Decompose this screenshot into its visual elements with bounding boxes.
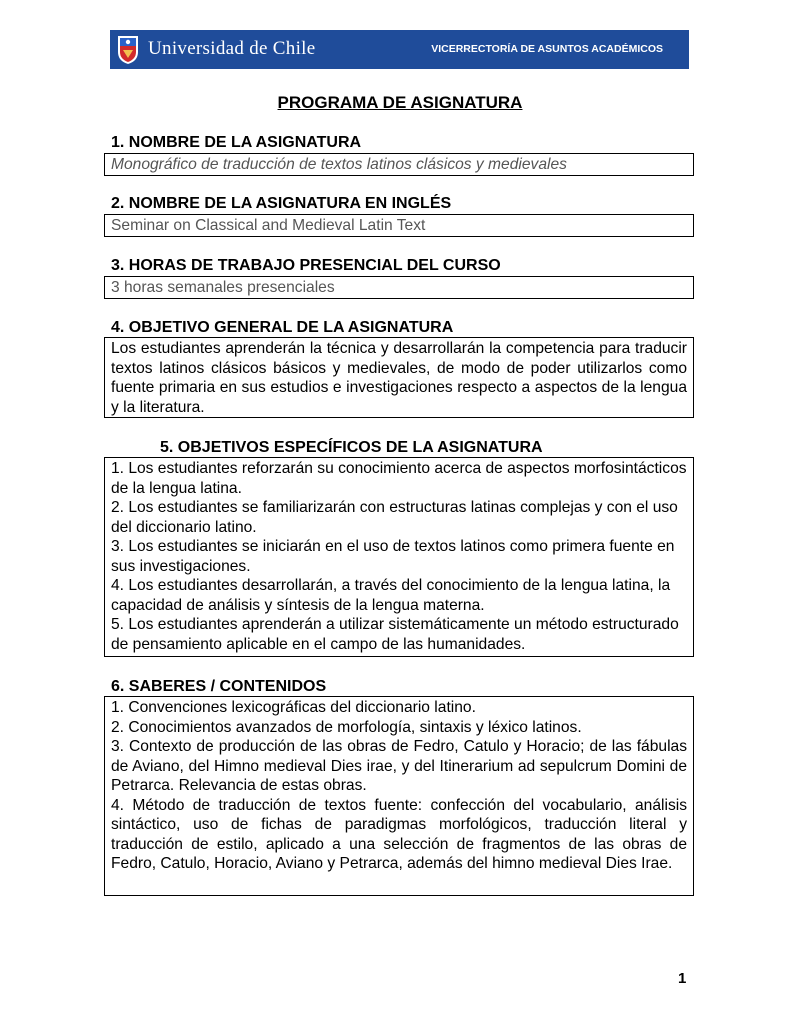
section-3-box: [104, 276, 694, 299]
section-4-box: [104, 337, 694, 418]
content-item: 3. Contexto de producción de las obras de Fedro, Catulo y Horacio; de las fábulas de Aviano, del Himno medieval Dies irae, y del Itinerarium ad sepulcrum Domini de Petrarca. Relevancia de estas obras.: [111, 738, 687, 794]
section-2-heading: 2. NOMBRE DE LA ASIGNATURA EN INGLÉS: [111, 195, 452, 212]
section-1-heading: 1. NOMBRE DE LA ASIGNATURA: [111, 134, 362, 151]
content-item: 2. Conocimientos avanzados de morfología, sintaxis y léxico latinos.: [111, 718, 582, 736]
content-item: 1. Convenciones lexicográficas del diccionario latino.: [111, 699, 476, 716]
specific-objective-item: 5. Los estudiantes aprenderán a utilizar sistemáticamente un método estructurado de pensamiento aplicable en el campo de las humanidades.: [111, 616, 679, 653]
university-name: Universidad de Chile: [148, 38, 316, 59]
section-2-box: [104, 214, 694, 237]
section-5-heading: 5. OBJETIVOS ESPECÍFICOS DE LA ASIGNATURA: [160, 439, 543, 456]
office-name: VICERRECTORÍA DE ASUNTOS ACADÉMICOS: [431, 43, 663, 55]
course-name: Monográfico de traducción de textos latinos clásicos y medievales: [111, 156, 567, 173]
section-5-box: [104, 457, 694, 657]
page-title: PROGRAMA DE ASIGNATURA: [277, 93, 523, 112]
specific-objective-item: 1. Los estudiantes reforzarán su conocimiento acerca de aspectos morfosintácticos de la lengua latina.: [111, 460, 687, 497]
course-name-english: Seminar on Classical and Medieval Latin Text: [111, 217, 426, 234]
contact-hours: 3 horas semanales presenciales: [111, 279, 335, 296]
specific-objective-item: 2. Los estudiantes se familiarizarán con estructuras latinas complejas y con el uso del diccionario latino.: [111, 499, 678, 536]
university-crest-icon: [116, 34, 140, 65]
section-6-box: [104, 696, 694, 896]
section-6-heading: 6. SABERES / CONTENIDOS: [111, 678, 327, 695]
page-number: 1: [678, 970, 687, 987]
general-objective-text: Los estudiantes aprenderán la técnica y desarrollarán la competencia para traducir textos latinos clásicos básicos y medievales, de modo de poder utilizarlos como fuente primaria en sus estudios e investigaciones respecto a aspectos de la lengua y la literatura.: [111, 340, 687, 416]
section-4-heading: 4. OBJETIVO GENERAL DE LA ASIGNATURA: [111, 319, 454, 336]
section-3-heading: 3. HORAS DE TRABAJO PRESENCIAL DEL CURSO: [111, 257, 501, 274]
header-banner: [110, 30, 689, 69]
section-1-box: [104, 153, 694, 176]
specific-objective-item: 4. Los estudiantes desarrollarán, a través del conocimiento de la lengua latina, la capacidad de análisis y síntesis de la lengua materna.: [111, 577, 671, 614]
specific-objective-item: 3. Los estudiantes se iniciarán en el uso de textos latinos como primera fuente en sus investigaciones.: [111, 538, 675, 575]
content-item: 4. Método de traducción de textos fuente: confección del vocabulario, análisis sintáctico, uso de fichas de paradigmas morfológicos, traducción literal y traducción de estilo, aplicado a una selección de fragmentos de las obras de Fedro, Catulo, Horacio, Aviano y Petrarca, además del himno medieval Dies Irae.: [111, 796, 687, 872]
